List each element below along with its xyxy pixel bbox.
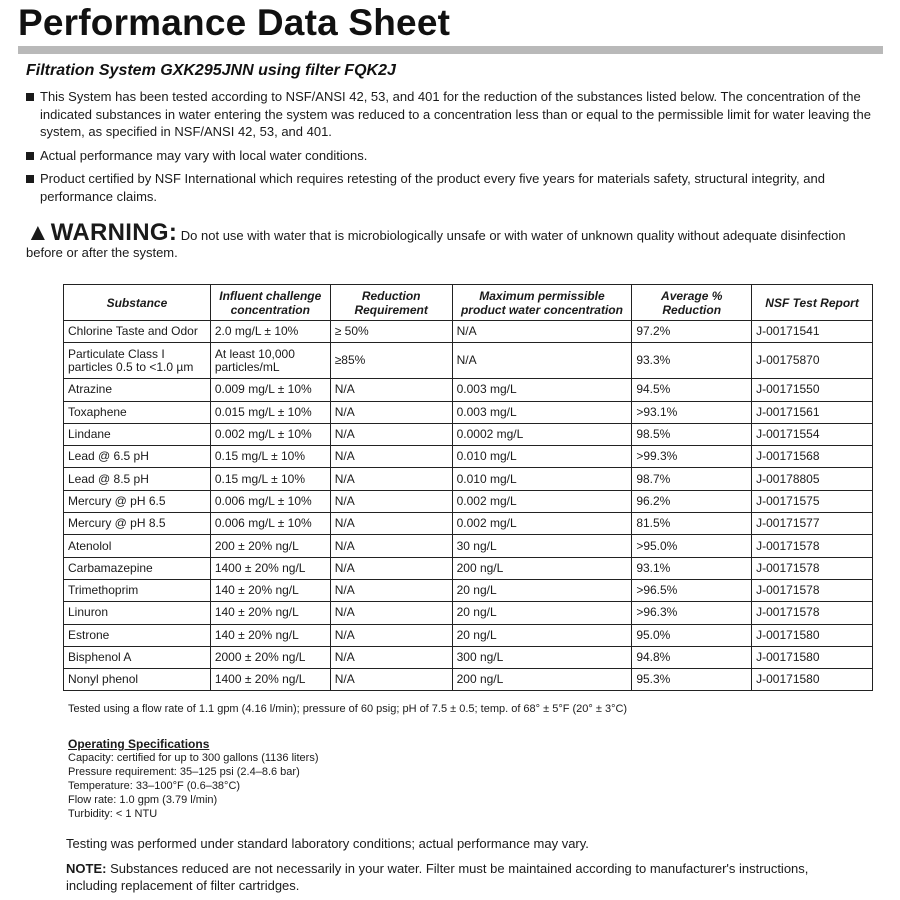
table-cell: 0.003 mg/L	[452, 401, 632, 423]
warning-block	[26, 219, 876, 261]
table-cell: N/A	[330, 624, 452, 646]
table-cell: Lindane	[64, 423, 211, 445]
table-cell: 1400 ± 20% ng/L	[210, 669, 330, 691]
table-cell: 0.002 mg/L	[452, 513, 632, 535]
table-cell: N/A	[330, 646, 452, 668]
table-header-row	[64, 285, 873, 321]
table-cell: >96.5%	[632, 579, 752, 601]
table-cell: J-00171578	[752, 557, 873, 579]
table-cell: 20 ng/L	[452, 624, 632, 646]
table-cell: 30 ng/L	[452, 535, 632, 557]
table-cell: Chlorine Taste and Odor	[64, 321, 211, 343]
table-row	[64, 535, 873, 557]
table-cell: 2000 ± 20% ng/L	[210, 646, 330, 668]
table-cell: N/A	[330, 535, 452, 557]
note-label: NOTE:	[66, 861, 107, 876]
test-conditions: Tested using a flow rate of 1.1 gpm (4.16 l/min); pressure of 60 psig; pH of 7.5 ± 0.5; temp. of 68° ± 5°F (20° ± 3°C)	[68, 703, 628, 715]
table-row	[64, 423, 873, 445]
table-cell: ≥85%	[330, 343, 452, 379]
table-cell: J-00171554	[752, 423, 873, 445]
table-cell: 0.010 mg/L	[452, 446, 632, 468]
note-block	[66, 860, 846, 894]
page-title: Performance Data Sheet	[18, 2, 451, 43]
table-cell: 96.2%	[632, 490, 752, 512]
table-cell: N/A	[330, 468, 452, 490]
table-cell: Toxaphene	[64, 401, 211, 423]
table-row	[64, 379, 873, 401]
table-cell: 0.002 mg/L ± 10%	[210, 423, 330, 445]
table-body	[64, 321, 873, 691]
table-cell: 0.002 mg/L	[452, 490, 632, 512]
bullet-item	[26, 170, 874, 205]
table-cell: 95.0%	[632, 624, 752, 646]
table-cell: N/A	[330, 513, 452, 535]
bullet-square-icon	[26, 93, 34, 101]
table-cell: 200 ng/L	[452, 669, 632, 691]
warning-triangle-icon: ▲	[26, 219, 50, 246]
table-cell: J-00171578	[752, 535, 873, 557]
table-cell: 0.006 mg/L ± 10%	[210, 513, 330, 535]
product-subtitle: Filtration System GXK295JNN using filter FQK2J	[26, 62, 396, 79]
table-cell: Particulate Class I particles 0.5 to <1.0 µm	[64, 343, 211, 379]
operating-specs-heading: Operating Specifications	[68, 737, 210, 751]
table-row	[64, 490, 873, 512]
table-cell: 200 ± 20% ng/L	[210, 535, 330, 557]
table-cell: N/A	[330, 669, 452, 691]
table-cell: N/A	[330, 557, 452, 579]
table-cell: N/A	[330, 490, 452, 512]
table-cell: 0.006 mg/L ± 10%	[210, 490, 330, 512]
table-cell: 98.5%	[632, 423, 752, 445]
table-cell: 94.8%	[632, 646, 752, 668]
table-row	[64, 557, 873, 579]
table-cell: Mercury @ pH 8.5	[64, 513, 211, 535]
table-row	[64, 513, 873, 535]
table-row	[64, 624, 873, 646]
table-cell: J-00175870	[752, 343, 873, 379]
table-cell: 0.15 mg/L ± 10%	[210, 446, 330, 468]
table-cell: J-00171568	[752, 446, 873, 468]
table-cell: J-00171561	[752, 401, 873, 423]
table-row	[64, 669, 873, 691]
table-cell: 2.0 mg/L ± 10%	[210, 321, 330, 343]
table-cell: J-00171580	[752, 624, 873, 646]
table-cell: N/A	[330, 602, 452, 624]
table-cell: 95.3%	[632, 669, 752, 691]
table-cell: 0.003 mg/L	[452, 379, 632, 401]
performance-table	[63, 284, 873, 691]
table-cell: N/A	[452, 343, 632, 379]
table-cell: 300 ng/L	[452, 646, 632, 668]
table-cell: ≥ 50%	[330, 321, 452, 343]
table-cell: Trimethoprim	[64, 579, 211, 601]
table-cell: 93.3%	[632, 343, 752, 379]
operating-specifications	[68, 737, 318, 821]
table-cell: 140 ± 20% ng/L	[210, 602, 330, 624]
column-header: Maximum permissible product water concentration	[452, 285, 632, 321]
table-row	[64, 343, 873, 379]
spec-item: Pressure requirement: 35–125 psi (2.4–8.6 bar)	[68, 766, 300, 778]
table-row	[64, 579, 873, 601]
testing-statement: Testing was performed under standard laboratory conditions; actual performance may vary.	[66, 836, 589, 851]
bullet-square-icon	[26, 152, 34, 160]
bullet-list	[26, 88, 874, 211]
table-cell: 98.7%	[632, 468, 752, 490]
table-cell: Lead @ 6.5 pH	[64, 446, 211, 468]
table-cell: Linuron	[64, 602, 211, 624]
table-cell: 0.0002 mg/L	[452, 423, 632, 445]
table-cell: N/A	[330, 446, 452, 468]
table-cell: >95.0%	[632, 535, 752, 557]
table-cell: >93.1%	[632, 401, 752, 423]
table-cell: 140 ± 20% ng/L	[210, 579, 330, 601]
table-cell: 20 ng/L	[452, 579, 632, 601]
warning-label: WARNING:	[50, 219, 178, 246]
table-cell: Atenolol	[64, 535, 211, 557]
bullet-square-icon	[26, 175, 34, 183]
warning-text: Do not use with water that is microbiologically unsafe or with water of unknown quality without adequate disinfection before or after the system.	[26, 228, 846, 260]
table-cell: 94.5%	[632, 379, 752, 401]
table-cell: N/A	[330, 379, 452, 401]
table-cell: 0.015 mg/L ± 10%	[210, 401, 330, 423]
column-header: Reduction Requirement	[330, 285, 452, 321]
table-row	[64, 602, 873, 624]
column-header: Substance	[64, 285, 211, 321]
table-cell: J-00171577	[752, 513, 873, 535]
table-cell: J-00171575	[752, 490, 873, 512]
table-cell: Estrone	[64, 624, 211, 646]
bullet-text: Product certified by NSF International which requires retesting of the product every five years for materials safety, structural integrity, and performance claims.	[40, 171, 825, 204]
table-cell: 81.5%	[632, 513, 752, 535]
spec-item: Capacity: certified for up to 300 gallons (1136 liters)	[68, 752, 319, 764]
bullet-item	[26, 88, 874, 141]
table-cell: Atrazine	[64, 379, 211, 401]
bullet-item	[26, 147, 874, 165]
column-header: NSF Test Report	[752, 285, 873, 321]
table-cell: 140 ± 20% ng/L	[210, 624, 330, 646]
table-cell: >99.3%	[632, 446, 752, 468]
table-cell: 200 ng/L	[452, 557, 632, 579]
table-cell: Bisphenol A	[64, 646, 211, 668]
table-cell: J-00171580	[752, 646, 873, 668]
table-row	[64, 321, 873, 343]
column-header: Average % Reduction	[632, 285, 752, 321]
table-cell: J-00178805	[752, 468, 873, 490]
table-cell: 0.15 mg/L ± 10%	[210, 468, 330, 490]
bullet-text: This System has been tested according to NSF/ANSI 42, 53, and 401 for the reduction of the substances listed below. The concentration of the indicated substances in water entering the system was reduced to a concentration less than or equal to the permissible limit for water leaving the system, as specified in NSF/ANSI 42, 53, and 401.	[40, 89, 871, 139]
table-cell: N/A	[330, 423, 452, 445]
table-cell: 97.2%	[632, 321, 752, 343]
title-divider	[18, 46, 883, 54]
column-header: Influent challenge concentration	[210, 285, 330, 321]
table-cell: J-00171541	[752, 321, 873, 343]
table-cell: 20 ng/L	[452, 602, 632, 624]
table-cell: J-00171550	[752, 379, 873, 401]
table-cell: >96.3%	[632, 602, 752, 624]
table-row	[64, 646, 873, 668]
spec-item: Temperature: 33–100°F (0.6–38°C)	[68, 780, 241, 792]
table-cell: 93.1%	[632, 557, 752, 579]
table-cell: Mercury @ pH 6.5	[64, 490, 211, 512]
table-cell: 1400 ± 20% ng/L	[210, 557, 330, 579]
table-cell: J-00171578	[752, 579, 873, 601]
table-cell: N/A	[330, 401, 452, 423]
table-cell: J-00171578	[752, 602, 873, 624]
table-cell: At least 10,000 particles/mL	[210, 343, 330, 379]
note-text: Substances reduced are not necessarily in your water. Filter must be maintained according to manufacturer's instructions, including replacement of filter cartridges.	[66, 861, 809, 893]
table-cell: N/A	[330, 579, 452, 601]
table-row	[64, 446, 873, 468]
table-cell: 0.009 mg/L ± 10%	[210, 379, 330, 401]
table-cell: Lead @ 8.5 pH	[64, 468, 211, 490]
table-cell: Nonyl phenol	[64, 669, 211, 691]
table-cell: 0.010 mg/L	[452, 468, 632, 490]
table-cell: N/A	[452, 321, 632, 343]
spec-item: Turbidity: < 1 NTU	[68, 808, 158, 820]
table-row	[64, 468, 873, 490]
table-cell: J-00171580	[752, 669, 873, 691]
spec-item: Flow rate: 1.0 gpm (3.79 l/min)	[68, 794, 218, 806]
table-row	[64, 401, 873, 423]
bullet-text: Actual performance may vary with local water conditions.	[40, 147, 368, 163]
table-cell: Carbamazepine	[64, 557, 211, 579]
